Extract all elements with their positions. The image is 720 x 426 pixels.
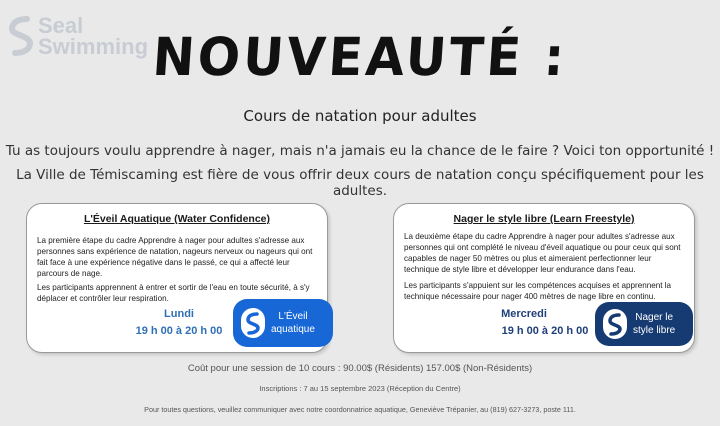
price-info: Coût pour une session de 10 cours : 90.00$ (Résidents) 157.00$ (Non-Résidents)	[187, 363, 533, 374]
intro-line-2: La Ville de Témiscaming est fière de vous offrir deux cours de natation conçu spécifiquement pour les adultes.	[16, 167, 704, 199]
course-title: Nager le style libre (Learn Freestyle)	[453, 213, 635, 225]
course-time: 19 h 00 à 20 h 00	[501, 325, 589, 337]
seal-logo-icon	[241, 308, 265, 338]
registration-info: Inscriptions : 7 au 15 septembre 2023 (Réception du Centre)	[259, 384, 461, 393]
badge-line-1: L'Éveil	[278, 311, 308, 322]
course-description: La première étape du cadre Apprendre à nager pour adultes s'adresse aux personnes sans expérience de natation, nageurs nerveux ou nageurs qui ont fait face à une expérience négative dans le passé, ce qui a affecté leur parcours de nage.	[37, 236, 313, 278]
intro-line-1: Tu as toujours voulu apprendre à nager, mais n'a jamais eu la chance de le faire ? Voici ton opportunité !	[5, 143, 715, 159]
subtitle: Cours de natation pour adultes	[243, 107, 477, 125]
course-details: Les participants s'appuient sur les compétences acquises et apprennent la technique nécessaire pour nager 400 mètres de nage libre en continu.	[404, 281, 672, 301]
course-day: Mercredi	[501, 308, 547, 320]
badge-line-1: Nager le	[635, 312, 674, 323]
brand-name-line2: Swimming	[38, 34, 149, 59]
contact-info: Pour toutes questions, veuillez communiquer avec notre coordonnatrice aquatique, Geneviève Trépanier, au (819) 627-3273, poste 111.	[144, 405, 576, 414]
badge-line-2: aquatique	[271, 324, 315, 335]
course-badge	[233, 299, 333, 347]
course-time: 19 h 00 à 20 h 00	[135, 325, 223, 337]
course-badge	[595, 302, 693, 346]
course-card-water-confidence	[26, 203, 328, 353]
badge-line-2: style libre	[633, 325, 676, 336]
seal-logo-icon	[603, 309, 627, 339]
course-details: Les participants apprennent à entrer et sortir de l'eau en toute sécurité, à s'y déplacer et contrôler leur respiration.	[37, 283, 310, 303]
headline: NOUVEAUTÉ :	[150, 26, 570, 88]
course-description: La deuxième étape du cadre Apprendre à nager pour adultes s'adresse aux personnes qui ont complété le niveau d'éveil aquatique ou pour ceux qui sont capables de nager 50 mètres ou plus et aimeraient perfectionner leur technique de style libre et développer leur endurance dans l'eau.	[404, 232, 681, 274]
course-title: L'Éveil Aquatique (Water Confidence)	[83, 213, 271, 225]
course-day: Lundi	[164, 308, 194, 320]
course-card-learn-freestyle	[393, 203, 695, 353]
brand-name-line1: Seal	[38, 13, 84, 38]
